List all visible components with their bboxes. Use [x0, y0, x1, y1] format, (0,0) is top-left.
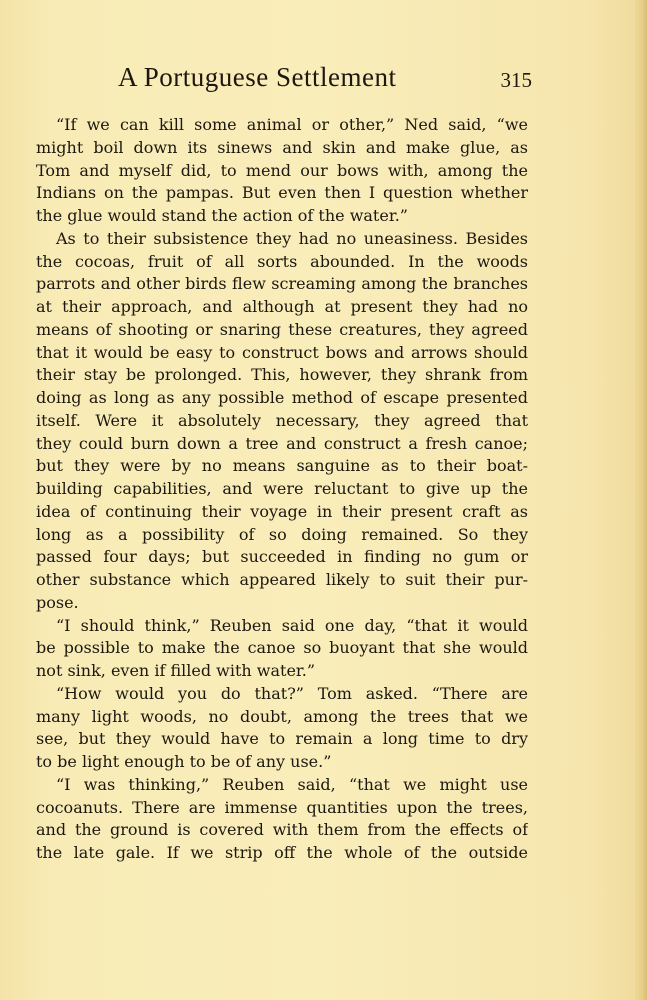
text-line: “If we can kill some animal or other,” Ned said, “we: [56, 115, 528, 134]
text-line: passed four days; but succeeded in finding no gum or: [36, 547, 528, 567]
text-line: be possible to make the canoe so buoyant that she would: [36, 638, 528, 658]
text-line: long as a possibility of so doing remained. So they: [36, 524, 528, 544]
text-line: but they were by no means sanguine as to their boat-: [36, 456, 528, 476]
text-line: to be light enough to be of any use.”: [36, 752, 332, 771]
page-header: [36, 62, 532, 102]
page-edge: [635, 0, 647, 1000]
text-line: that it would be easy to construct bows and arrows should: [36, 342, 528, 362]
text-line: pose.: [36, 592, 79, 612]
text-line: itself. Were it absolutely necessary, they agreed that: [36, 410, 528, 430]
text-line: cocoanuts. There are immense quantities upon the trees,: [36, 797, 528, 817]
text-line: the cocoas, fruit of all sorts abounded. In the woods: [36, 251, 528, 271]
text-line: the late gale. If we strip off the whole of the outside: [36, 843, 528, 862]
text-line: idea of continuing their voyage in their present craft as: [36, 501, 528, 521]
text-line: might boil down its sinews and skin and make glue, as: [36, 137, 528, 157]
text-line: not sink, even if filled with water.”: [36, 661, 316, 680]
page-number: 315: [500, 68, 532, 92]
text-line: Indians on the pampas. But even then I question whether: [36, 183, 528, 203]
text-line: means of shooting or snaring these creatures, they agreed: [36, 319, 528, 339]
text-line: other substance which appeared likely to suit their pur-: [36, 570, 528, 589]
text-line: Tom and myself did, to mend our bows with, among the: [36, 160, 528, 180]
text-line: see, but they would have to remain a long time to dry: [36, 729, 528, 749]
text-line: many light woods, no doubt, among the trees that we: [36, 706, 528, 726]
text-line: “How would you do that?” Tom asked. “There are: [56, 683, 528, 703]
text-line: at their approach, and although at present they had no: [36, 297, 528, 316]
text-line: As to their subsistence they had no uneasiness. Besides: [56, 228, 528, 248]
body-text: [36, 114, 528, 865]
text-line: doing as long as any possible method of escape presented: [36, 388, 528, 407]
running-title: A Portuguese Settlement: [118, 62, 397, 92]
text-line: and the ground is covered with them from the effects of: [36, 820, 528, 840]
text-line: parrots and other birds flew screaming among the branches: [36, 274, 528, 294]
text-line: their stay be prolonged. This, however, they shrank from: [36, 365, 528, 385]
text-line: “I was thinking,” Reuben said, “that we might use: [56, 774, 528, 794]
text-line: “I should think,” Reuben said one day, “that it would: [56, 615, 528, 635]
text-line: they could burn down a tree and construct a fresh canoe;: [36, 433, 528, 453]
text-line: the glue would stand the action of the water.”: [36, 206, 408, 225]
text-line: building capabilities, and were reluctant to give up the: [36, 479, 528, 498]
